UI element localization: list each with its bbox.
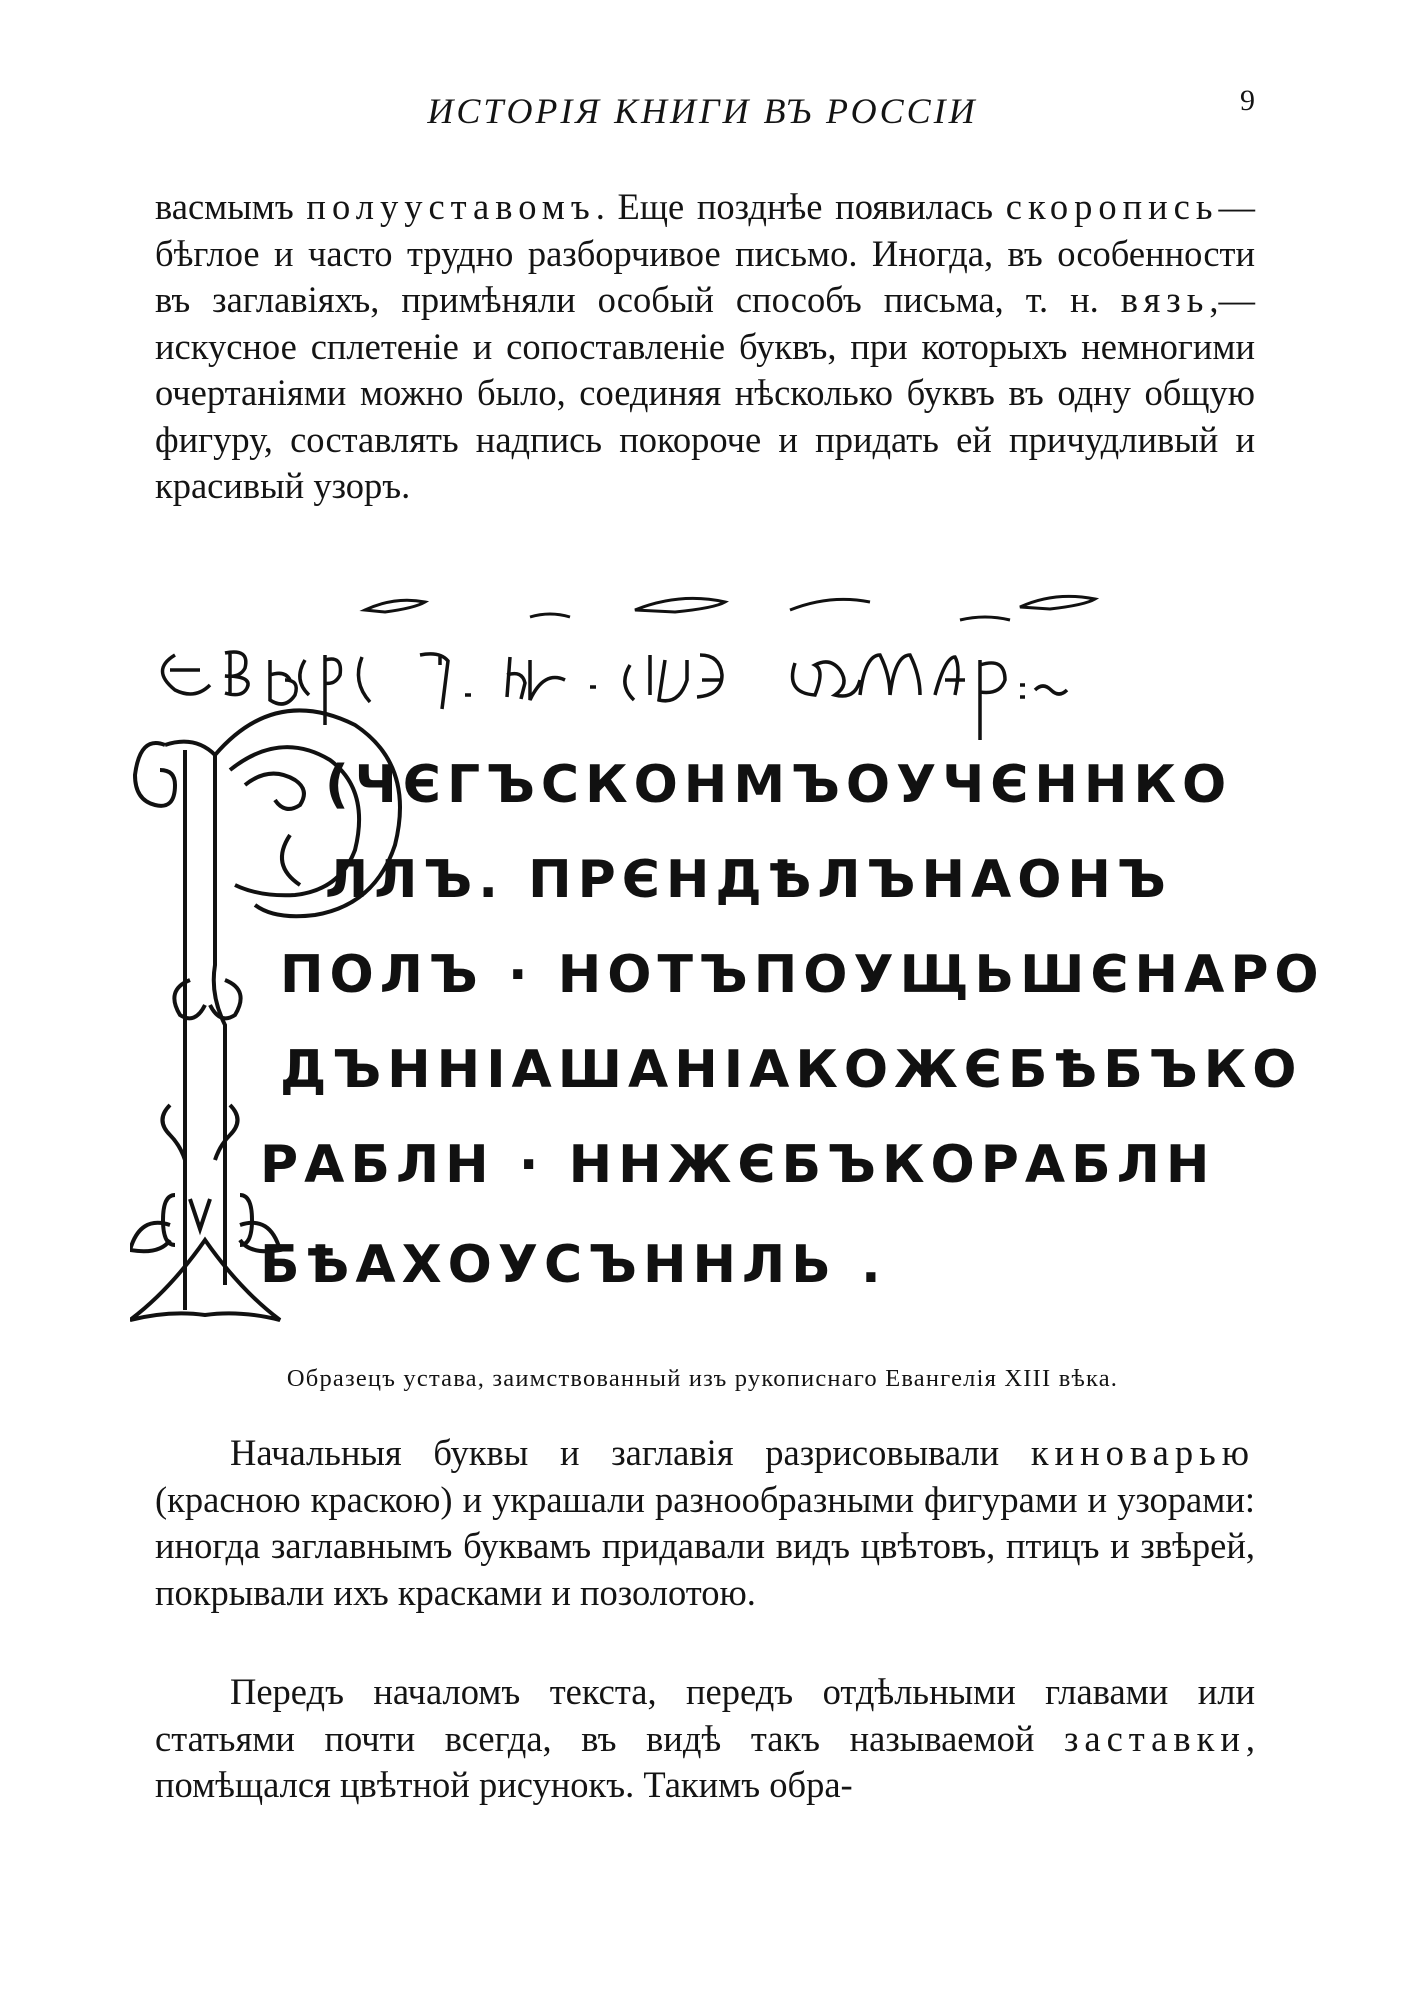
para1-text-4: ,—искусное сплетеніе и сопоставленіе буквъ, при которыхъ немногими очертаніями можно было, соединяя нѣсколько буквъ въ одну общую фигуру, составлять надпись покороче и придать ей причудливый и красивый узоръ. (155, 279, 1255, 506)
para1-text-2: . Еще позднѣе появилась (595, 186, 1006, 227)
para2-text-1: Начальныя буквы и заглавія разрисовывали (230, 1432, 1031, 1473)
ustav-sample-figure (130, 585, 1325, 1345)
para1-text-1: васмымъ (155, 186, 307, 227)
para3-text-2: , помѣщался цвѣтной рисунокъ. Такимъ обра- (155, 1717, 1255, 1805)
term-kinovar: киноварью (1030, 1432, 1255, 1473)
para1-text-3: —бѣглое и часто трудно разборчивое письмо. Иногда, въ особенности въ заглавіяхъ, примѣняли особый способъ письма, т. н. (155, 186, 1255, 320)
page-number: 9 (1240, 84, 1255, 117)
ustav-line-5: РАБЛН · ННЖЄБЪКОРАБЛН (260, 1135, 1216, 1195)
page-header (150, 84, 1255, 138)
term-vyaz: вязь (1120, 279, 1210, 320)
ustav-line-4: ДЪННІАШАНІАКОЖЄБѢБЪКО (280, 1040, 1303, 1100)
term-zastavka: заставки (1063, 1717, 1246, 1759)
running-title: ИСТОРІЯ КНИГИ ВЪ РОССІИ (427, 91, 978, 131)
term-skoropis: скоропись (1005, 186, 1219, 227)
paragraph-3 (155, 1669, 1255, 1809)
para3-text-1: Передъ началомъ текста, передъ отдѣльными главами или статьями почти всегда, въ видѣ такъ называемой (155, 1671, 1255, 1759)
paragraph-2 (155, 1430, 1255, 1616)
ustav-line-2: ЛЛЪ. ПРЄНДѢЛЪНАОНЪ (325, 850, 1172, 910)
para2-text-2: (красною краскою) и украшали разнообразными фигурами и узорами: иногда заглавнымъ буквамъ придавали видъ цвѣтовъ, птицъ и звѣрей, покрывали ихъ красками и позолотою. (155, 1478, 1255, 1613)
ustav-line-3: ПОЛЪ · НОТЪПОУЩЬШЄНАРО (280, 945, 1325, 1005)
ustav-line-1: (ЧЄГЪСКОНМЪОУЧЄННКО (325, 755, 1233, 815)
term-poluustav: полууставомъ (306, 186, 596, 227)
titlo-marks (365, 596, 1095, 620)
ustav-line-6: БѢАХОУСЪННЛЬ . (260, 1235, 887, 1295)
figure-caption: Образецъ устава, заимствованный изъ рукописнаго Евангелія XIII вѣка. (286, 1365, 1119, 1392)
heading-script (163, 652, 1068, 740)
paragraph-1 (155, 184, 1255, 510)
